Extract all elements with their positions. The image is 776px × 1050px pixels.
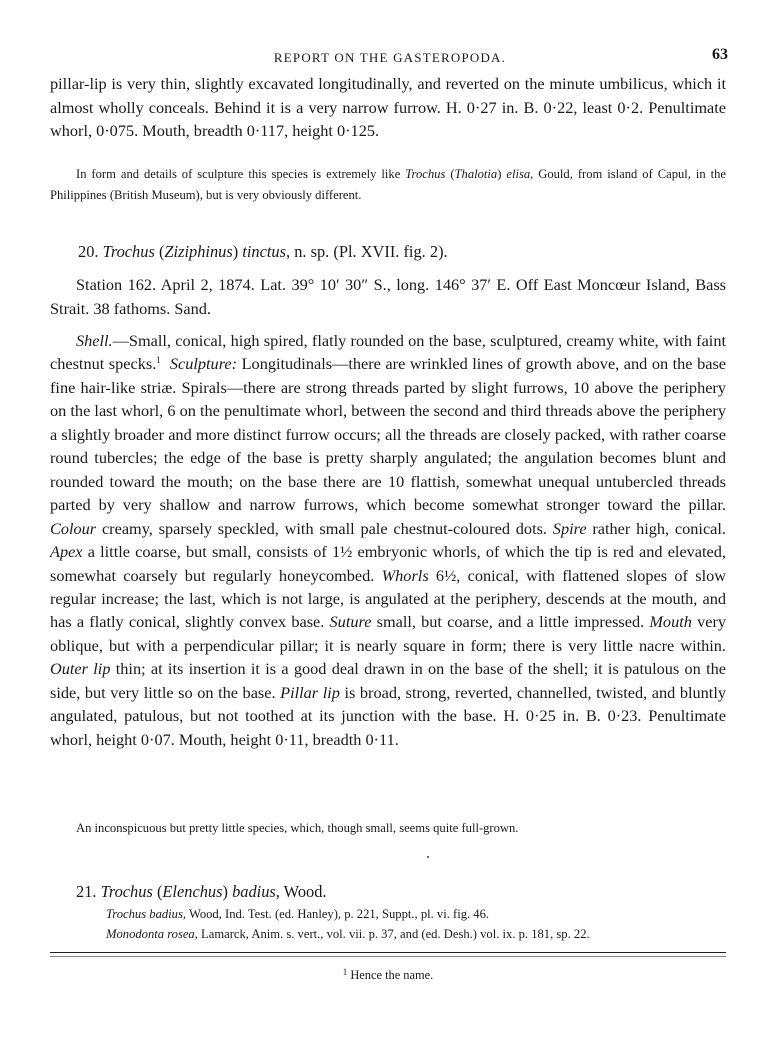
text-colour: creamy, sparsely speckled, with small pale chestnut-coloured dots. bbox=[96, 518, 553, 538]
remark-before: In form and details of sculpture this species is extremely like bbox=[76, 167, 406, 181]
text-shell: —Small, conical, high spired, flatly rounded on the base, sculptured, creamy white, with faint chestnut specks. bbox=[50, 331, 726, 374]
footnote-text: Hence the name. bbox=[347, 968, 434, 982]
footnote-rule-thin bbox=[50, 956, 726, 957]
footnote bbox=[0, 967, 776, 983]
speck bbox=[427, 856, 429, 858]
remark-paren-close: ) bbox=[497, 167, 507, 181]
reference-line bbox=[50, 904, 726, 925]
label-spire: Spire bbox=[552, 518, 587, 538]
remark-subgenus: Thalotia bbox=[454, 167, 498, 181]
reference-line bbox=[50, 924, 726, 945]
species-21-subgenus: Elenchus bbox=[162, 882, 223, 901]
species-20-station: Station 162. April 2, 1874. Lat. 39° 10′ 30″ S., long. 146° 37′ E. Off East Moncœur Island, Bass Strait. 38 fathoms. Sand. bbox=[50, 275, 726, 318]
label-colour: Colour bbox=[50, 518, 97, 538]
species-21-references bbox=[50, 904, 726, 945]
label-apex: Apex bbox=[50, 542, 83, 562]
text-mouth: very oblique, but with a perpendicular pillar; it is nearly square in form; there is very little nacre within. bbox=[50, 612, 727, 655]
species-20-genus: Trochus bbox=[102, 242, 155, 261]
text-whorls: 6½, conical, with flattened slopes of slow regular increase; the last, which is not large, is angulated at the periphery, descends at the mouth, and has a flatly conical, slightly convex base. bbox=[50, 565, 727, 632]
continuation-paragraph: pillar-lip is very thin, slightly excavated longitudinally, and reverted on the minute umbilicus, which it almost wholly conceals. Behind it is a very narrow furrow. H. 0·27 in. B. 0·22, least 0·2. Penultimate whorl, 0·075. Mouth, breadth 0·117, height 0·125. bbox=[50, 74, 726, 141]
label-outer-lip: Outer lip bbox=[50, 659, 111, 679]
species-20-heading: 20. Trochus (Ziziphinus) tinctus, n. sp. (Pl. XVII. fig. 2). bbox=[78, 242, 448, 261]
label-sculpture: Sculpture: bbox=[169, 354, 238, 374]
text-pillar-lip: is broad, strong, reverted, channelled, twisted, and bluntly angulated, patulous, but not toothed at its junction with the base. H. 0·25 in. B. 0·23. Penultimate whorl, height 0·07. Mouth, height 0·11, breadth 0·11. bbox=[50, 682, 726, 749]
remark-after: , Gould, from island of Capul, in the Philippines (British Museum), but is very obviously different. bbox=[50, 167, 726, 202]
label-suture: Suture bbox=[329, 612, 372, 632]
remark-paren-open: ( bbox=[445, 167, 455, 181]
footnote-ref: 1 bbox=[156, 355, 161, 366]
species-20-description bbox=[50, 329, 726, 751]
species-21-epithet: badius bbox=[232, 882, 276, 901]
footnote-mark: 1 bbox=[342, 967, 348, 977]
species-21-heading: 21. Trochus (Elenchus) badius, Wood. bbox=[76, 882, 327, 901]
text-apex: a little coarse, but small, consists of 1½ embryonic whorls, of which the tip is red and elevated, somewhat coarsely but regularly honeycombed. bbox=[50, 542, 726, 585]
species-20-suffix: , n. sp. (Pl. XVII. fig. 2). bbox=[286, 242, 448, 261]
reference-text: , Wood, Ind. Test. (ed. Hanley), p. 221, Suppt., pl. vi. fig. 46. bbox=[182, 907, 490, 921]
remark-paragraph-19 bbox=[50, 164, 726, 206]
species-20-number: 20. bbox=[78, 242, 99, 261]
label-pillar-lip: Pillar lip bbox=[280, 682, 340, 702]
reference-name: Monodonta rosea bbox=[106, 927, 195, 941]
remark-genus: Trochus bbox=[405, 167, 446, 181]
label-mouth: Mouth bbox=[649, 612, 692, 632]
running-title: REPORT ON THE GASTEROPODA. bbox=[273, 50, 507, 65]
species-21-number: 21. bbox=[76, 882, 97, 901]
species-20-subgenus: Ziziphinus bbox=[164, 242, 233, 261]
text-outer-lip: thin; at its insertion it is a good deal drawn in on the base of the shell; it is patulous on the side, but very little so on the base. bbox=[50, 659, 726, 702]
text-suture: small, but coarse, and a little impressed. bbox=[371, 612, 650, 632]
running-head bbox=[52, 46, 728, 68]
label-whorls: Whorls bbox=[381, 565, 429, 585]
footnote-rule bbox=[50, 952, 726, 953]
text-spire: rather high, conical. bbox=[586, 518, 726, 538]
reference-name: Trochus badius bbox=[106, 907, 183, 921]
reference-text: , Lamarck, Anim. s. vert., vol. vii. p. 37, and (ed. Desh.) vol. ix. p. 181, sp. 22. bbox=[194, 927, 590, 941]
species-20-remark: An inconspicuous but pretty little species, which, though small, seems quite full-grown. bbox=[76, 821, 519, 835]
text-sculpture: Longitudinals—there are wrinkled lines of growth above, and on the base fine hair-like striæ. Spirals—there are strong threads parted by slight furrows, 10 above the periphery on the last whorl, 6 on the penultimate whorl, between the second and third threads above the periphery a slightly broader and more distinct furrow occurs; all the threads are closely packed, with rather coarse round tubercles; the edge of the base is pretty sharply angulated; the angulation becomes blunt and rounded toward the mouth; on the base there are 10 flattish, somewhat unequal untubercled threads parted by very shallow and narrow furrows, which become somewhat stronger toward the pillar. bbox=[50, 354, 727, 515]
species-21-genus: Trochus bbox=[100, 882, 153, 901]
species-21-suffix: , Wood. bbox=[275, 882, 327, 901]
page-number: 63 bbox=[712, 46, 728, 63]
label-shell: Shell. bbox=[76, 331, 113, 350]
remark-species: elisa bbox=[506, 167, 531, 181]
species-20-epithet: tinctus bbox=[242, 242, 287, 261]
